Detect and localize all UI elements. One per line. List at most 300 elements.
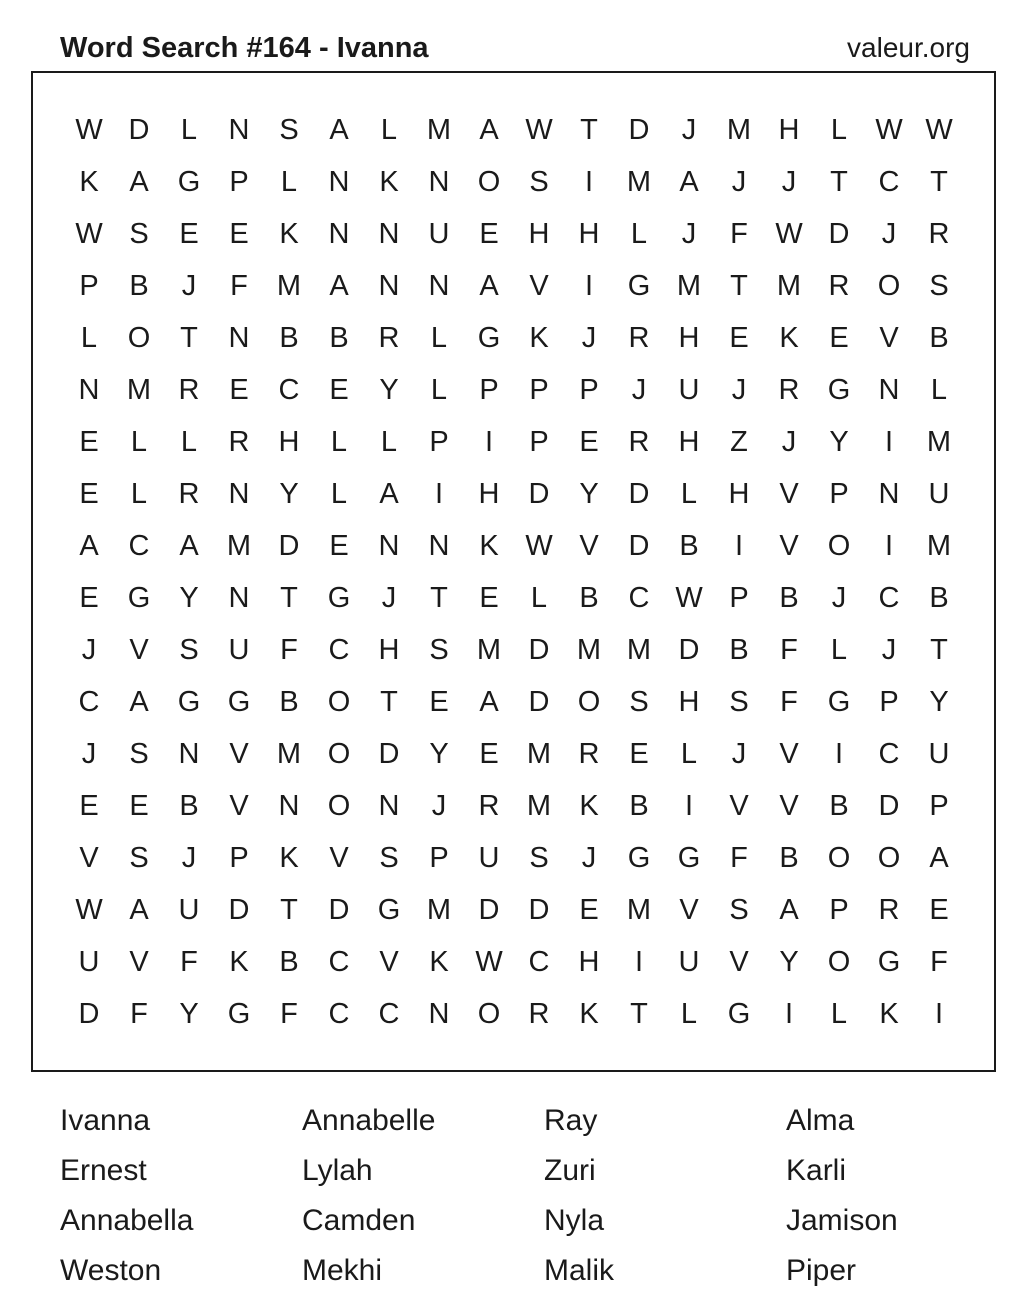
grid-letter: F (780, 685, 798, 718)
grid-letter: P (929, 789, 949, 822)
grid-letter: H (528, 217, 550, 250)
word-list-item: Zuri (544, 1154, 596, 1187)
grid-letter: K (279, 217, 299, 250)
grid-letter: E (479, 581, 499, 614)
grid-letter: U (678, 373, 700, 406)
grid-letter: H (578, 945, 600, 978)
grid-letter: M (426, 893, 452, 926)
grid-letter: S (179, 633, 199, 666)
word-list-item: Nyla (544, 1204, 605, 1237)
grid-letter: J (181, 841, 197, 874)
grid-letter: L (130, 425, 148, 458)
grid-letter: A (79, 529, 99, 562)
grid-letter: F (930, 945, 948, 978)
grid-letter: O (327, 789, 351, 822)
grid-letter: V (229, 737, 249, 770)
grid-letter: G (177, 165, 201, 198)
grid-letter: T (930, 633, 948, 666)
grid-letter: A (129, 893, 149, 926)
grid-letter: M (726, 113, 752, 146)
grid-letter: L (680, 997, 698, 1030)
grid-letter: T (930, 165, 948, 198)
grid-letter: J (81, 633, 97, 666)
grid-letter: N (228, 477, 250, 510)
grid-letter: L (830, 113, 848, 146)
grid-letter: A (329, 269, 349, 302)
grid-letter: I (934, 997, 944, 1030)
grid-letter: J (831, 581, 847, 614)
grid-letter: J (881, 633, 897, 666)
grid-letter: E (479, 737, 499, 770)
grid-letter: L (680, 737, 698, 770)
grid-letter: N (878, 373, 900, 406)
grid-letter: N (78, 373, 100, 406)
grid-letter: S (279, 113, 299, 146)
grid-letter: D (628, 477, 650, 510)
grid-letter: A (179, 529, 199, 562)
grid-letter: G (627, 841, 651, 874)
grid-letter: I (734, 529, 744, 562)
grid-letter: P (729, 581, 749, 614)
grid-letter: R (528, 997, 550, 1030)
grid-letter: N (228, 113, 250, 146)
word-list-item: Ray (544, 1104, 598, 1137)
grid-letter: K (529, 321, 549, 354)
grid-letter: G (227, 997, 251, 1030)
grid-letter: H (778, 113, 800, 146)
word-list-item: Ivanna (60, 1104, 151, 1137)
grid-letter: U (928, 477, 950, 510)
grid-letter: H (578, 217, 600, 250)
grid-letter: E (329, 529, 349, 562)
grid-letter: V (329, 841, 349, 874)
grid-letter: I (784, 997, 794, 1030)
grid-letter: D (228, 893, 250, 926)
grid-letter: M (576, 633, 602, 666)
grid-letter: J (881, 217, 897, 250)
grid-letter: K (379, 165, 399, 198)
grid-letter: E (179, 217, 199, 250)
grid-letter: B (779, 841, 799, 874)
word-list-item: Annabella (60, 1204, 194, 1237)
grid-letter: K (429, 945, 449, 978)
grid-letter: D (528, 685, 550, 718)
word-list-item: Malik (544, 1254, 615, 1287)
grid-letter: B (279, 945, 299, 978)
grid-letter: W (525, 529, 553, 562)
grid-letter: Y (579, 477, 599, 510)
grid-letter: P (479, 373, 499, 406)
grid-letter: A (129, 165, 149, 198)
word-list-item: Mekhi (302, 1254, 383, 1287)
grid-letter: R (178, 477, 200, 510)
grid-letter: A (479, 269, 499, 302)
grid-letter: O (827, 529, 851, 562)
grid-letter: J (631, 373, 647, 406)
grid-letter: M (226, 529, 252, 562)
grid-letter: F (280, 997, 298, 1030)
grid-letter: G (127, 581, 151, 614)
grid-letter: W (75, 217, 103, 250)
grid-letter: K (79, 165, 99, 198)
grid-letter: L (530, 581, 548, 614)
grid-letter: V (779, 477, 799, 510)
grid-letter: G (727, 997, 751, 1030)
grid-letter: S (529, 841, 549, 874)
grid-letter: R (378, 321, 400, 354)
grid-letter: R (828, 269, 850, 302)
grid-letter: C (628, 581, 650, 614)
grid-letter: G (177, 685, 201, 718)
grid-letter: L (630, 217, 648, 250)
grid-letter: D (628, 529, 650, 562)
grid-letter: R (578, 737, 600, 770)
grid-letter: C (328, 945, 350, 978)
grid-letter: A (779, 893, 799, 926)
grid-letter: J (181, 269, 197, 302)
grid-letter: B (179, 789, 199, 822)
grid-letter: B (279, 321, 299, 354)
grid-letter: M (126, 373, 152, 406)
grid-letter: V (379, 945, 399, 978)
grid-letter: T (280, 893, 298, 926)
grid-letter: H (678, 321, 700, 354)
grid-letter: L (180, 113, 198, 146)
grid-letter: P (529, 425, 549, 458)
word-list-item: Camden (302, 1204, 416, 1237)
grid-letter: Y (179, 997, 199, 1030)
grid-letter: R (628, 321, 650, 354)
grid-letter: E (629, 737, 649, 770)
grid-letter: B (279, 685, 299, 718)
grid-letter: N (378, 269, 400, 302)
grid-letter: D (678, 633, 700, 666)
grid-letter: J (731, 165, 747, 198)
grid-letter: A (929, 841, 949, 874)
grid-letter: T (380, 685, 398, 718)
grid-letter: J (681, 217, 697, 250)
grid-letter: E (329, 373, 349, 406)
grid-letter: W (925, 113, 953, 146)
grid-letter: L (80, 321, 98, 354)
grid-letter: L (330, 425, 348, 458)
grid-letter: M (426, 113, 452, 146)
grid-letter: C (878, 165, 900, 198)
grid-letter: L (830, 633, 848, 666)
grid-letter: K (579, 789, 599, 822)
grid-letter: C (328, 997, 350, 1030)
grid-letter: B (629, 789, 649, 822)
puzzle-title: Word Search #164 - Ivanna (60, 31, 429, 64)
grid-letter: D (328, 893, 350, 926)
grid-letter: D (128, 113, 150, 146)
grid-letter: J (81, 737, 97, 770)
grid-letter: I (434, 477, 444, 510)
grid-letter: Y (779, 945, 799, 978)
grid-letter: S (529, 165, 549, 198)
grid-letter: B (929, 321, 949, 354)
grid-letter: O (827, 945, 851, 978)
grid-letter: I (884, 425, 894, 458)
word-list-item: Alma (786, 1104, 855, 1137)
grid-letter: V (779, 789, 799, 822)
grid-letter: S (629, 685, 649, 718)
grid-letter: L (130, 477, 148, 510)
grid-letter: G (327, 581, 351, 614)
grid-letter: B (679, 529, 699, 562)
grid-letter: D (278, 529, 300, 562)
grid-letter: W (75, 893, 103, 926)
grid-letter: F (180, 945, 198, 978)
grid-letter: C (528, 945, 550, 978)
grid-letter: Y (829, 425, 849, 458)
grid-letter: L (430, 321, 448, 354)
grid-letter: I (584, 269, 594, 302)
grid-letter: F (130, 997, 148, 1030)
grid-letter: Z (730, 425, 748, 458)
grid-letter: P (429, 841, 449, 874)
grid-letter: N (328, 165, 350, 198)
grid-letter: P (229, 165, 249, 198)
grid-letter: D (628, 113, 650, 146)
grid-letter: V (779, 529, 799, 562)
grid-letter: P (79, 269, 99, 302)
grid-letter: G (827, 685, 851, 718)
grid-letter: R (778, 373, 800, 406)
grid-letter: G (827, 373, 851, 406)
grid-letter: I (834, 737, 844, 770)
grid-letter: T (430, 581, 448, 614)
grid-letter: O (877, 269, 901, 302)
grid-letter: T (830, 165, 848, 198)
grid-letter: L (930, 373, 948, 406)
grid-letter: C (878, 737, 900, 770)
grid-letter: A (679, 165, 699, 198)
grid-letter: W (775, 217, 803, 250)
grid-letter: W (675, 581, 703, 614)
grid-letter: A (379, 477, 399, 510)
grid-letter: B (729, 633, 749, 666)
grid-letter: D (878, 789, 900, 822)
grid-letter: F (730, 841, 748, 874)
grid-letter: L (430, 373, 448, 406)
grid-letter: G (627, 269, 651, 302)
grid-letter: R (928, 217, 950, 250)
grid-letter: U (928, 737, 950, 770)
grid-letter: M (276, 269, 302, 302)
grid-letter: E (229, 217, 249, 250)
grid-letter: G (877, 945, 901, 978)
grid-letter: O (877, 841, 901, 874)
grid-letter: N (878, 477, 900, 510)
grid-letter: P (879, 685, 899, 718)
grid-letter: M (476, 633, 502, 666)
grid-letter: U (228, 633, 250, 666)
word-list-item: Lylah (302, 1154, 373, 1187)
grid-letter: H (728, 477, 750, 510)
grid-letter: B (779, 581, 799, 614)
grid-letter: N (278, 789, 300, 822)
grid-letter: L (330, 477, 348, 510)
grid-letter: P (229, 841, 249, 874)
grid-letter: S (729, 893, 749, 926)
grid-letter: K (879, 997, 899, 1030)
grid-letter: C (78, 685, 100, 718)
grid-letter: F (780, 633, 798, 666)
grid-letter: K (579, 997, 599, 1030)
grid-letter: C (878, 581, 900, 614)
grid-letter: C (128, 529, 150, 562)
page-header (60, 26, 970, 70)
grid-letter: J (581, 841, 597, 874)
grid-letter: O (477, 165, 501, 198)
grid-letter: S (129, 737, 149, 770)
grid-letter: E (129, 789, 149, 822)
grid-letter: L (380, 113, 398, 146)
grid-letter: W (475, 945, 503, 978)
grid-letter: Y (929, 685, 949, 718)
grid-letter: Y (179, 581, 199, 614)
grid-letter: V (129, 633, 149, 666)
grid-letter: L (830, 997, 848, 1030)
grid-letter: D (378, 737, 400, 770)
grid-letter: C (378, 997, 400, 1030)
grid-letter: N (428, 269, 450, 302)
word-list-item: Piper (786, 1254, 857, 1287)
grid-letter: N (428, 165, 450, 198)
grid-letter: L (180, 425, 198, 458)
grid-letter: R (878, 893, 900, 926)
grid-letter: H (278, 425, 300, 458)
grid-letter: I (684, 789, 694, 822)
grid-letter: D (78, 997, 100, 1030)
grid-letter: H (378, 633, 400, 666)
grid-letter: V (529, 269, 549, 302)
grid-letter: Y (429, 737, 449, 770)
grid-letter: A (479, 685, 499, 718)
grid-letter: M (526, 737, 552, 770)
grid-letter: D (528, 477, 550, 510)
grid-letter: I (484, 425, 494, 458)
grid-letter: G (477, 321, 501, 354)
grid-letter: E (579, 425, 599, 458)
grid-letter: B (129, 269, 149, 302)
grid-letter: O (327, 685, 351, 718)
word-list-item: Ernest (60, 1154, 147, 1187)
grid-letter: R (178, 373, 200, 406)
grid-letter: G (377, 893, 401, 926)
grid-letter: U (478, 841, 500, 874)
grid-letter: J (681, 113, 697, 146)
grid-letter: P (529, 373, 549, 406)
grid-letter: F (280, 633, 298, 666)
grid-letter: M (776, 269, 802, 302)
grid-letter: O (577, 685, 601, 718)
grid-letter: Y (379, 373, 399, 406)
grid-letter: N (178, 737, 200, 770)
grid-letter: V (129, 945, 149, 978)
grid-letter: T (730, 269, 748, 302)
word-list-item: Karli (786, 1154, 847, 1187)
grid-letter: P (829, 477, 849, 510)
grid-letter: I (634, 945, 644, 978)
grid-letter: J (431, 789, 447, 822)
grid-letter: M (926, 425, 952, 458)
grid-letter: H (678, 425, 700, 458)
grid-letter: E (729, 321, 749, 354)
grid-letter: V (779, 737, 799, 770)
grid-letter: O (827, 841, 851, 874)
grid-letter: S (129, 217, 149, 250)
word-list-item: Annabelle (302, 1104, 436, 1137)
grid-letter: R (228, 425, 250, 458)
grid-letter: J (581, 321, 597, 354)
grid-letter: P (429, 425, 449, 458)
grid-letter: W (75, 113, 103, 146)
grid-letter: D (528, 893, 550, 926)
grid-letter: P (829, 893, 849, 926)
grid-letter: S (129, 841, 149, 874)
grid-letter: N (328, 217, 350, 250)
grid-letter: T (580, 113, 598, 146)
grid-letter: I (584, 165, 594, 198)
grid-letter: O (127, 321, 151, 354)
grid-letter: O (327, 737, 351, 770)
grid-letter: B (329, 321, 349, 354)
grid-letter: F (230, 269, 248, 302)
grid-letter: V (729, 945, 749, 978)
grid-letter: M (926, 529, 952, 562)
grid-letter: J (781, 425, 797, 458)
grid-letter: L (280, 165, 298, 198)
grid-letter: V (79, 841, 99, 874)
grid-letter: W (525, 113, 553, 146)
grid-letter: M (676, 269, 702, 302)
grid-letter: U (78, 945, 100, 978)
grid-letter: N (378, 529, 400, 562)
grid-letter: E (429, 685, 449, 718)
grid-letter: T (280, 581, 298, 614)
grid-letter: A (479, 113, 499, 146)
grid-letter: A (129, 685, 149, 718)
grid-letter: G (677, 841, 701, 874)
grid-letter: T (630, 997, 648, 1030)
grid-letter: N (378, 789, 400, 822)
grid-letter: N (228, 321, 250, 354)
grid-letter: K (479, 529, 499, 562)
grid-letter: J (781, 165, 797, 198)
grid-letter: E (579, 893, 599, 926)
word-list-item: Jamison (786, 1204, 898, 1237)
grid-letter: N (228, 581, 250, 614)
grid-letter: M (526, 789, 552, 822)
grid-letter: E (929, 893, 949, 926)
grid-letter: S (429, 633, 449, 666)
grid-letter: D (828, 217, 850, 250)
grid-letter: R (628, 425, 650, 458)
grid-letter: L (380, 425, 398, 458)
grid-letter: M (626, 165, 652, 198)
grid-letter: E (479, 217, 499, 250)
grid-letter: J (731, 737, 747, 770)
grid-letter: R (478, 789, 500, 822)
grid-letter: V (229, 789, 249, 822)
grid-letter: E (829, 321, 849, 354)
grid-letter: B (829, 789, 849, 822)
grid-letter: J (381, 581, 397, 614)
grid-letter: S (929, 269, 949, 302)
grid-letter: U (178, 893, 200, 926)
